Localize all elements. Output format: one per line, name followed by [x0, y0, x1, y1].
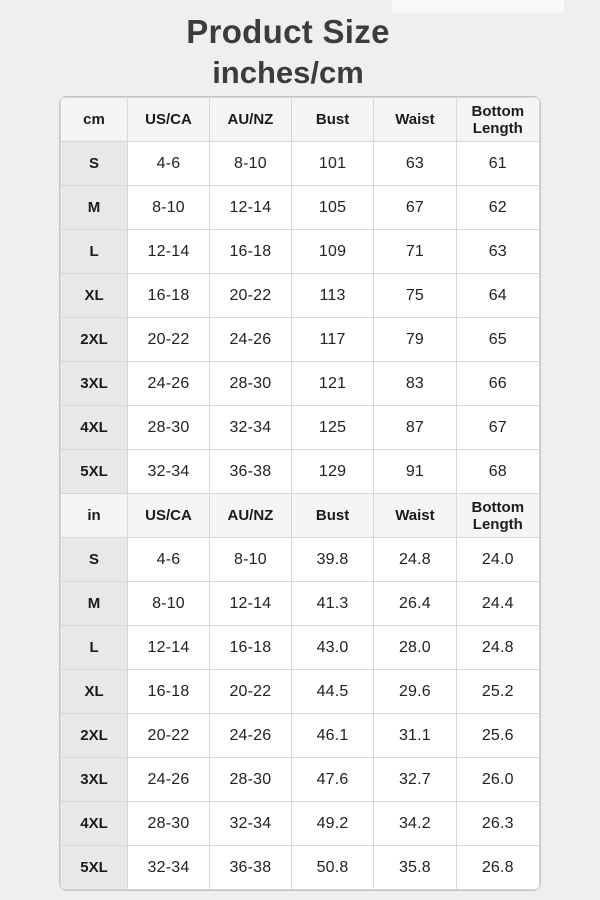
table-row — [61, 406, 540, 450]
table-cell: 64 — [456, 274, 539, 318]
table-cell: 12-14 — [209, 582, 291, 626]
table-cell: 20-22 — [128, 714, 210, 758]
table-row — [61, 318, 540, 362]
header-unit-cm: cm — [61, 98, 128, 142]
table-cell: 32-34 — [209, 802, 291, 846]
table-row — [61, 274, 540, 318]
table-cell: 20-22 — [209, 670, 291, 714]
table-cell: 129 — [291, 450, 373, 494]
table-cell: 25.2 — [456, 670, 539, 714]
table-cell: 4-6 — [128, 538, 210, 582]
table-cell: 16-18 — [209, 230, 291, 274]
table-cell: 125 — [291, 406, 373, 450]
page-title-line2: inches/cm — [212, 55, 364, 90]
table-cell: 36-38 — [209, 846, 291, 890]
table-cell: 62 — [456, 186, 539, 230]
size-label: L — [61, 626, 128, 670]
table-cell: 50.8 — [291, 846, 373, 890]
table-row — [61, 450, 540, 494]
size-label: 3XL — [61, 362, 128, 406]
table-cell: 24.8 — [456, 626, 539, 670]
table-cell: 43.0 — [291, 626, 373, 670]
size-label: 2XL — [61, 318, 128, 362]
table-header-row-in — [61, 494, 540, 538]
table-cell: 39.8 — [291, 538, 373, 582]
table-row — [61, 714, 540, 758]
table-cell: 16-18 — [209, 626, 291, 670]
table-cell: 46.1 — [291, 714, 373, 758]
size-label: 4XL — [61, 406, 128, 450]
table-cell: 20-22 — [128, 318, 210, 362]
table-row — [61, 538, 540, 582]
size-label: M — [61, 582, 128, 626]
page-title-line1: Product Size — [186, 13, 390, 50]
table-cell: 16-18 — [128, 670, 210, 714]
table-cell: 67 — [374, 186, 456, 230]
table-row — [61, 758, 540, 802]
table-cell: 16-18 — [128, 274, 210, 318]
table-cell: 91 — [374, 450, 456, 494]
header-au-nz: AU/NZ — [209, 494, 291, 538]
header-bust: Bust — [291, 494, 373, 538]
header-bottom-length: Bottom Length — [456, 98, 539, 142]
header-unit-in: in — [61, 494, 128, 538]
header-waist: Waist — [374, 494, 456, 538]
table-row — [61, 802, 540, 846]
table-cell: 47.6 — [291, 758, 373, 802]
size-label: M — [61, 186, 128, 230]
table-cell: 121 — [291, 362, 373, 406]
table-cell: 29.6 — [374, 670, 456, 714]
size-label: 2XL — [61, 714, 128, 758]
table-cell: 12-14 — [128, 626, 210, 670]
table-cell: 24-26 — [209, 318, 291, 362]
table-cell: 32-34 — [128, 450, 210, 494]
table-cell: 117 — [291, 318, 373, 362]
header-us-ca: US/CA — [128, 98, 210, 142]
header-waist: Waist — [374, 98, 456, 142]
table-row — [61, 362, 540, 406]
table-cell: 71 — [374, 230, 456, 274]
table-cell: 105 — [291, 186, 373, 230]
table-cell: 26.3 — [456, 802, 539, 846]
table-cell: 25.6 — [456, 714, 539, 758]
size-chart-table — [60, 97, 540, 890]
table-cell: 8-10 — [209, 142, 291, 186]
table-cell: 28-30 — [209, 758, 291, 802]
header-bottom-length: Bottom Length — [456, 494, 539, 538]
table-cell: 63 — [456, 230, 539, 274]
table-cell: 8-10 — [128, 186, 210, 230]
size-label: XL — [61, 274, 128, 318]
table-cell: 4-6 — [128, 142, 210, 186]
table-row — [61, 582, 540, 626]
table-cell: 12-14 — [128, 230, 210, 274]
table-cell: 44.5 — [291, 670, 373, 714]
table-cell: 101 — [291, 142, 373, 186]
table-cell: 49.2 — [291, 802, 373, 846]
table-cell: 24-26 — [209, 714, 291, 758]
table-cell: 41.3 — [291, 582, 373, 626]
table-cell: 79 — [374, 318, 456, 362]
table-cell: 32.7 — [374, 758, 456, 802]
table-cell: 32-34 — [209, 406, 291, 450]
table-cell: 113 — [291, 274, 373, 318]
table-cell: 67 — [456, 406, 539, 450]
table-cell: 26.8 — [456, 846, 539, 890]
header-us-ca: US/CA — [128, 494, 210, 538]
table-cell: 24.4 — [456, 582, 539, 626]
table-cell: 28.0 — [374, 626, 456, 670]
table-cell: 26.4 — [374, 582, 456, 626]
size-label: S — [61, 142, 128, 186]
size-label: 3XL — [61, 758, 128, 802]
table-cell: 61 — [456, 142, 539, 186]
table-row — [61, 846, 540, 890]
table-cell: 109 — [291, 230, 373, 274]
table-cell: 63 — [374, 142, 456, 186]
table-cell: 32-34 — [128, 846, 210, 890]
table-cell: 34.2 — [374, 802, 456, 846]
table-cell: 28-30 — [209, 362, 291, 406]
table-cell: 28-30 — [128, 406, 210, 450]
table-cell: 28-30 — [128, 802, 210, 846]
table-cell: 24.0 — [456, 538, 539, 582]
table-cell: 36-38 — [209, 450, 291, 494]
size-chart-table-container — [59, 96, 541, 891]
table-row — [61, 670, 540, 714]
size-label: 4XL — [61, 802, 128, 846]
table-cell: 20-22 — [209, 274, 291, 318]
table-row — [61, 186, 540, 230]
table-cell: 31.1 — [374, 714, 456, 758]
table-cell: 65 — [456, 318, 539, 362]
size-label: XL — [61, 670, 128, 714]
table-cell: 24.8 — [374, 538, 456, 582]
table-cell: 24-26 — [128, 362, 210, 406]
table-cell: 68 — [456, 450, 539, 494]
header-bust: Bust — [291, 98, 373, 142]
page-title — [0, 0, 588, 92]
size-label: 5XL — [61, 450, 128, 494]
size-label: 5XL — [61, 846, 128, 890]
table-row — [61, 230, 540, 274]
table-cell: 24-26 — [128, 758, 210, 802]
table-cell: 8-10 — [128, 582, 210, 626]
table-cell: 75 — [374, 274, 456, 318]
table-row — [61, 142, 540, 186]
table-header-row-cm — [61, 98, 540, 142]
table-cell: 83 — [374, 362, 456, 406]
table-cell: 8-10 — [209, 538, 291, 582]
table-cell: 26.0 — [456, 758, 539, 802]
table-row — [61, 626, 540, 670]
table-cell: 66 — [456, 362, 539, 406]
table-cell: 87 — [374, 406, 456, 450]
table-cell: 12-14 — [209, 186, 291, 230]
size-label: L — [61, 230, 128, 274]
table-cell: 35.8 — [374, 846, 456, 890]
header-au-nz: AU/NZ — [209, 98, 291, 142]
size-label: S — [61, 538, 128, 582]
